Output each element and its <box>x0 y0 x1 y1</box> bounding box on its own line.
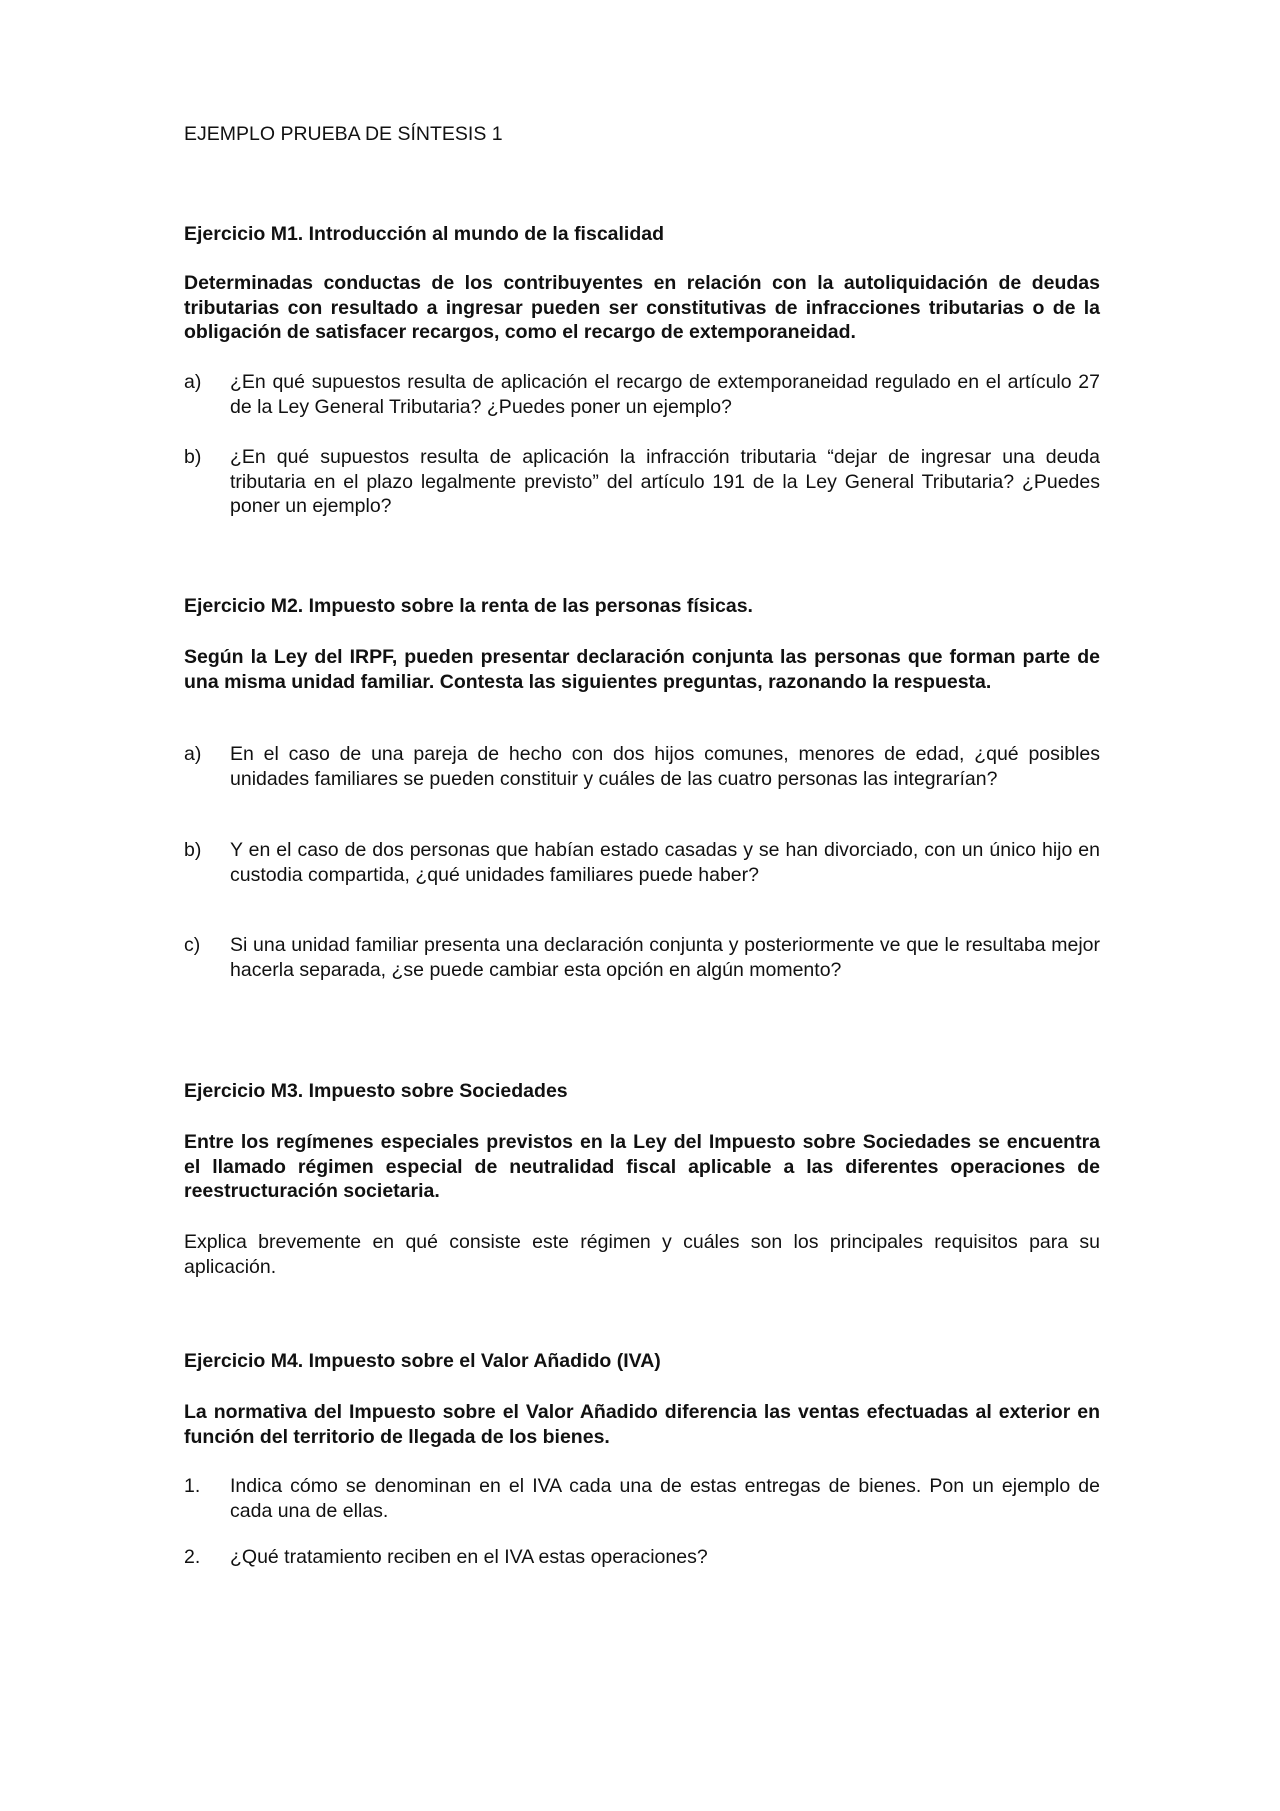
exercise-m2-intro: Según la Ley del IRPF, pueden presentar declaración conjunta las personas que forman parte de una misma unidad familiar. Contesta las siguientes preguntas, razonando la respuesta. <box>184 646 1100 693</box>
document-title: EJEMPLO PRUEBA DE SÍNTESIS 1 <box>184 123 503 145</box>
exercise-m3-intro-block <box>184 1130 1100 1204</box>
exercise-m4-heading: Ejercicio M4. Impuesto sobre el Valor Añadido (IVA) <box>184 1350 661 1372</box>
exercise-m2-heading: Ejercicio M2. Impuesto sobre la renta de las personas físicas. <box>184 595 753 617</box>
exercise-m1-question-b <box>184 445 1100 519</box>
question-marker: b) <box>184 446 202 468</box>
question-marker: a) <box>184 743 202 765</box>
exercise-m3-heading: Ejercicio M3. Impuesto sobre Sociedades <box>184 1080 568 1102</box>
exercise-m1-question-a <box>184 370 1100 419</box>
question-text: Y en el caso de dos personas que habían estado casadas y se han divorciado, con un único hijo en custodia compartida, ¿qué unidades familiares puede haber? <box>230 839 1100 886</box>
question-text: ¿En qué supuestos resulta de aplicación la infracción tributaria “dejar de ingresar una deuda tributaria en el plazo legalmente previsto” del artículo 191 de la Ley General Tributaria? ¿Puedes poner un ejemplo? <box>230 446 1100 517</box>
question-marker: b) <box>184 839 202 861</box>
exercise-m1-intro-block <box>184 271 1100 345</box>
exercise-m2-question-b <box>184 838 1100 887</box>
exercise-m2-intro-block <box>184 645 1100 694</box>
exercise-m3-body: Explica brevemente en qué consiste este régimen y cuáles son los principales requisitos para su aplicación. <box>184 1231 1100 1278</box>
question-marker: 2. <box>184 1546 201 1568</box>
exercise-m3-intro: Entre los regímenes especiales previstos en la Ley del Impuesto sobre Sociedades se encuentra el llamado régimen especial de neutralidad fiscal aplicable a las diferentes operaciones de reestructuración societaria. <box>184 1131 1100 1202</box>
exercise-m3 <box>184 1079 1100 1103</box>
exercise-m2 <box>184 594 1100 618</box>
question-marker: c) <box>184 934 201 956</box>
question-marker: 1. <box>184 1475 201 1497</box>
exercise-m2-question-a <box>184 742 1100 791</box>
exercise-m3-body-block <box>184 1230 1100 1279</box>
question-text: Si una unidad familiar presenta una declaración conjunta y posteriormente ve que le resultaba mejor hacerla separada, ¿se puede cambiar esta opción en algún momento? <box>230 934 1100 981</box>
exercise-m2-question-c <box>184 933 1100 982</box>
exercise-m4 <box>184 1349 1100 1373</box>
question-text: Indica cómo se denominan en el IVA cada una de estas entregas de bienes. Pon un ejemplo de cada una de ellas. <box>230 1475 1100 1522</box>
exercise-m1 <box>184 222 1100 246</box>
exercise-m1-intro: Determinadas conductas de los contribuyentes en relación con la autoliquidación de deudas tributarias con resultado a ingresar pueden ser constitutivas de infracciones tributarias o de la obligación de satisfacer recargos, como el recargo de extemporaneidad. <box>184 272 1100 343</box>
exercise-m4-question-1 <box>184 1474 1100 1523</box>
question-marker: a) <box>184 371 202 393</box>
exercise-m4-intro-block <box>184 1400 1100 1449</box>
question-text: En el caso de una pareja de hecho con dos hijos comunes, menores de edad, ¿qué posibles unidades familiares se pueden constituir y cuáles de las cuatro personas las integrarían? <box>230 743 1100 790</box>
question-text: ¿Qué tratamiento reciben en el IVA estas operaciones? <box>230 1546 708 1568</box>
question-text: ¿En qué supuestos resulta de aplicación el recargo de extemporaneidad regulado en el artículo 27 de la Ley General Tributaria? ¿Puedes poner un ejemplo? <box>230 371 1100 418</box>
exercise-m1-heading: Ejercicio M1. Introducción al mundo de la fiscalidad <box>184 223 665 245</box>
exercise-m4-intro: La normativa del Impuesto sobre el Valor Añadido diferencia las ventas efectuadas al exterior en función del territorio de llegada de los bienes. <box>184 1401 1100 1448</box>
exercise-m4-question-2 <box>184 1545 1100 1570</box>
